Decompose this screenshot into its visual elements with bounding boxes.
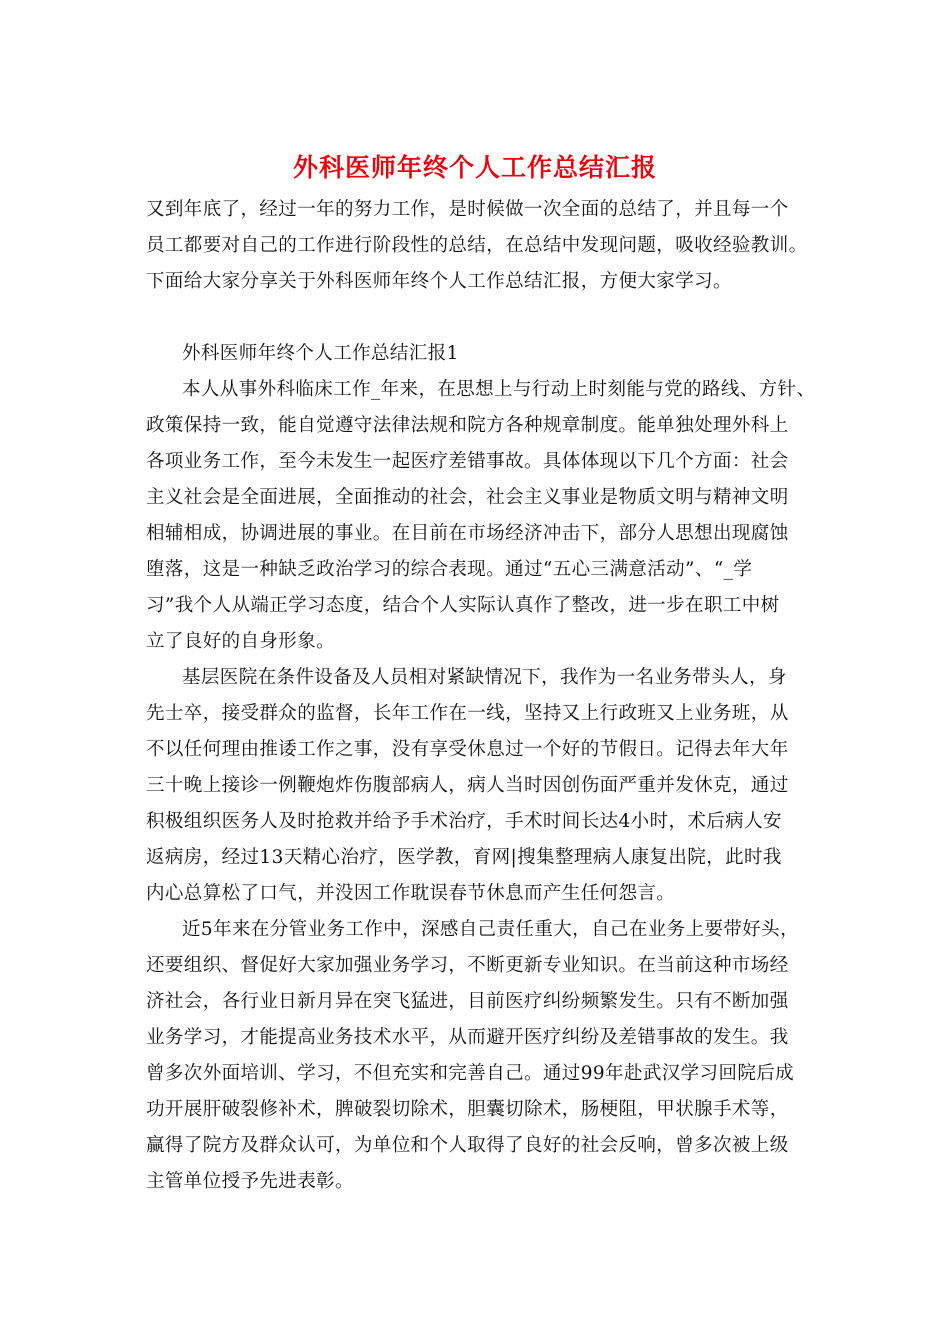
text-line: 不以任何理由推诿工作之事，没有享受休息过一个好的节假日。记得去年大年	[146, 739, 789, 760]
text-line: 堕落，这是一种缺乏政治学习的综合表现。通过“五心三满意活动”、“_学	[146, 559, 753, 580]
text-line: 功开展肝破裂修补术，脾破裂切除术，胆囊切除术，肠梗阻，甲状腺手术等，	[146, 1099, 789, 1120]
document-title: 外科医师年终个人工作总结汇报	[292, 153, 657, 182]
text-line: 习”我个人从端正学习态度，结合个人实际认真作了整改，进一步在职工中树	[146, 595, 780, 616]
text-line: 内心总算松了口气，并没因工作耽误春节休息而产生任何怨言。	[146, 883, 676, 904]
text-line: 员工都要对自己的工作进行阶段性的总结，在总结中发现问题，吸收经验教训。	[146, 235, 808, 256]
text-line: 主义社会是全面进展，全面推动的社会，社会主义事业是物质文明与精神文明	[146, 487, 789, 508]
text-line: 本人从事外科临床工作_年来，在思想上与行动上时刻能与党的路线、方针、	[182, 379, 816, 400]
text-line: 先士卒，接受群众的监督，长年工作在一线，坚持又上行政班又上业务班，从	[146, 703, 789, 724]
text-line: 曾多次外面培训、学习，不但充实和完善自己。通过99年赴武汉学习回院后成	[146, 1063, 795, 1084]
text-line: 下面给大家分享关于外科医师年终个人工作总结汇报，方便大家学习。	[146, 271, 732, 292]
text-line: 又到年底了，经过一年的努力工作，是时候做一次全面的总结了，并且每一个	[146, 199, 789, 220]
text-line: 相辅相成，协调进展的事业。在目前在市场经济冲击下，部分人思想出现腐蚀	[146, 523, 789, 544]
text-line: 赢得了院方及群众认可，为单位和个人取得了良好的社会反响，曾多次被上级	[146, 1135, 789, 1156]
text-line: 积极组织医务人及时抢救并给予手术治疗，手术时间长达4小时，术后病人安	[146, 811, 782, 832]
text-line: 济社会，各行业日新月异在突飞猛进，目前医疗纠纷频繁发生。只有不断加强	[146, 991, 789, 1012]
text-line: 三十晚上接诊一例鞭炮炸伤腹部病人，病人当时因创伤面严重并发休克，通过	[146, 775, 789, 796]
text-line: 业务学习，才能提高业务技术水平，从而避开医疗纠纷及差错事故的发生。我	[146, 1027, 789, 1048]
text-line: 还要组织、督促好大家加强业务学习，不断更新专业知识。在当前这种市场经	[146, 955, 789, 976]
text-line: 各项业务工作，至今未发生一起医疗差错事故。具体体现以下几个方面：社会	[146, 451, 789, 472]
text-line: 返病房，经过13天精心治疗，医学教，育网|搜集整理病人康复出院，此时我	[146, 847, 782, 868]
text-line: 主管单位授予先进表彰。	[146, 1171, 354, 1192]
text-line: 近5年来在分管业务工作中，深感自己责任重大，自己在业务上要带好头，	[182, 919, 799, 940]
text-line: 基层医院在条件设备及人员相对紧缺情况下，我作为一名业务带头人，身	[182, 667, 787, 688]
section-heading: 外科医师年终个人工作总结汇报1	[182, 343, 459, 364]
text-line: 立了良好的自身形象。	[146, 631, 336, 652]
text-line: 政策保持一致，能自觉遵守法律法规和院方各种规章制度。能单独处理外科上	[146, 415, 789, 436]
